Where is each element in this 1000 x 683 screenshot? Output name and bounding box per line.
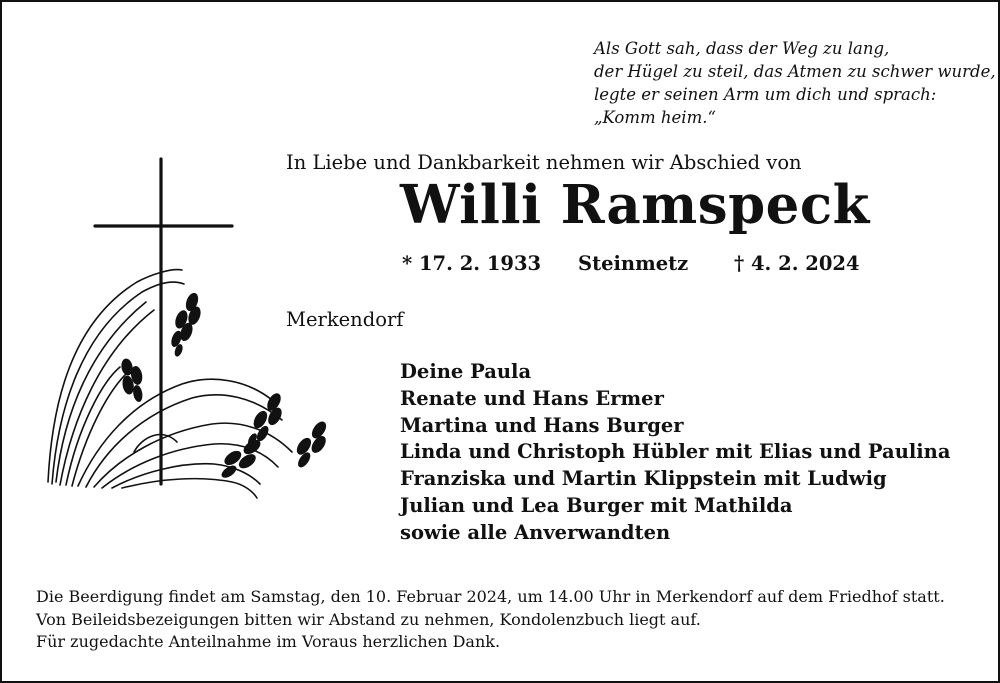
death-date: † 4. 2. 2024 [734, 252, 860, 275]
cross-with-wheat-icon [42, 152, 372, 512]
intro-text: In Liebe und Dankbarkeit nehmen wir Abschied von [286, 151, 802, 174]
family-member: Martina und Hans Burger [400, 413, 684, 437]
poem-line: Als Gott sah, dass der Weg zu lang, [594, 39, 890, 58]
family-member: Julian und Lea Burger mit Mathilda [400, 493, 793, 517]
poem [594, 37, 996, 129]
family-member: Deine Paula [400, 360, 532, 383]
place: Merkendorf [286, 308, 404, 331]
poem-line: „Komm heim.“ [594, 108, 716, 127]
family-member: Franziska und Martin Klippstein mit Ludwig [400, 467, 887, 491]
poem-line: legte er seinen Arm um dich und sprach: [594, 85, 937, 104]
family-member: Renate und Hans Ermer [400, 386, 664, 410]
info-line: Von Beileidsbezeigungen bitten wir Abstand zu nehmen, Kondolenzbuch liegt auf. [36, 609, 701, 629]
profession: Steinmetz [578, 252, 689, 275]
birth-date: * 17. 2. 1933 [402, 252, 542, 275]
deceased-name: Willi Ramspeck [400, 174, 870, 236]
info-line: Die Beerdigung findet am Samstag, den 10. Februar 2024, um 14.00 Uhr in Merkendorf auf dem Friedhof statt. [36, 587, 945, 606]
family-member: Linda und Christoph Hübler mit Elias und Paulina [400, 440, 951, 464]
info-line: Für zugedachte Anteilnahme im Voraus herzlichen Dank. [36, 632, 501, 651]
wheat-stalks [48, 270, 292, 498]
family-member: sowie alle Anverwandten [400, 520, 671, 544]
poem-line: der Hügel zu steil, das Atmen zu schwer wurde, [594, 62, 996, 81]
family-list [400, 359, 951, 547]
funeral-info [36, 586, 945, 654]
